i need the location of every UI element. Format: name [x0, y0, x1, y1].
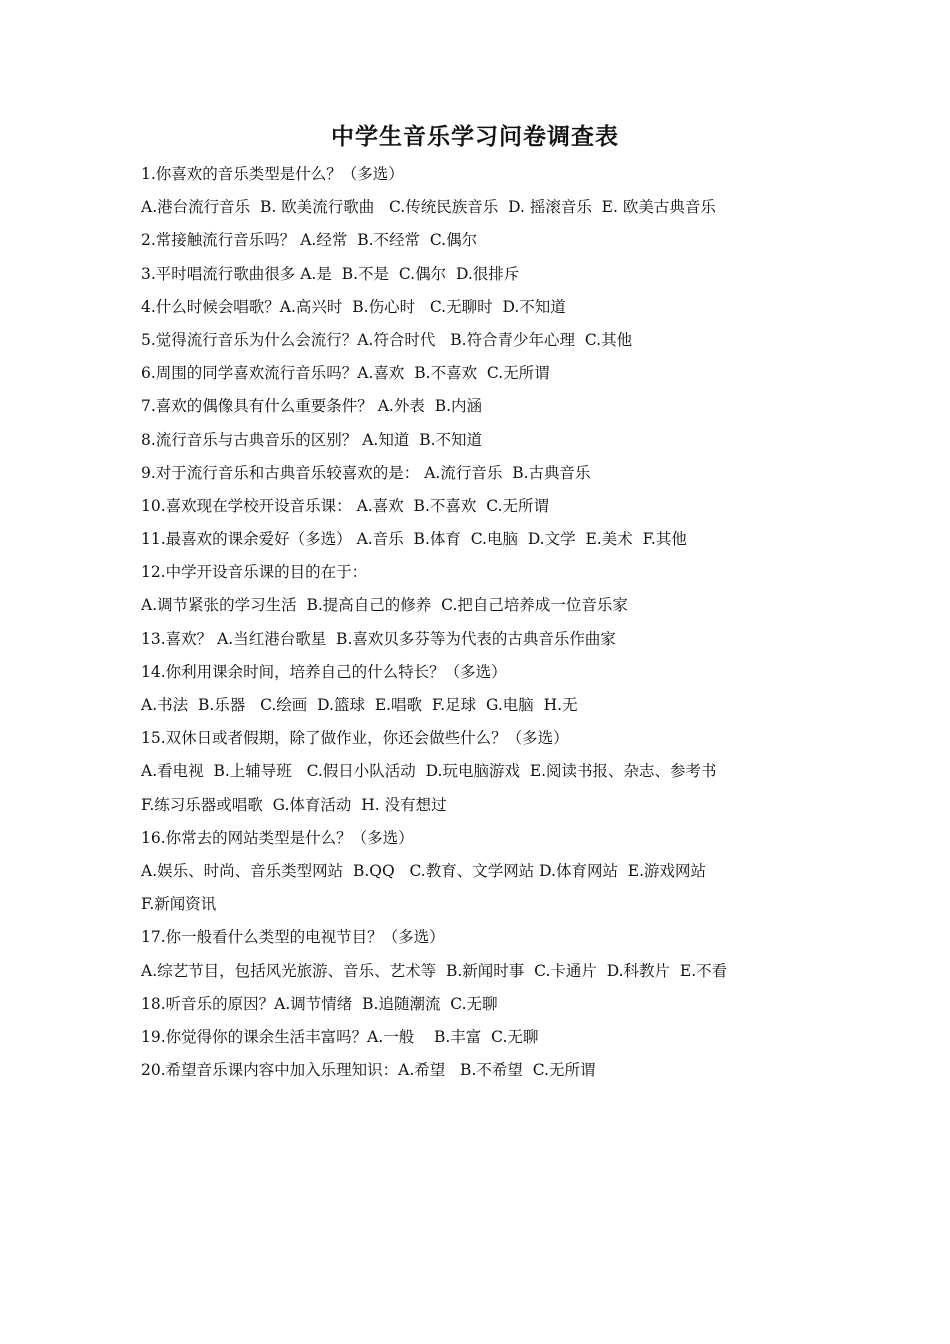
- questionnaire-line: 11.最喜欢的课余爱好（多选） A.音乐 B.体育 C.电脑 D.文学 E.美术 F.其他: [141, 530, 687, 549]
- questionnaire-line: 20.希望音乐课内容中加入乐理知识：A.希望 B.不希望 C.无所谓: [141, 1061, 596, 1080]
- questionnaire-line: 15.双休日或者假期，除了做作业，你还会做些什么？（多选）: [141, 729, 569, 748]
- questionnaire-line: 14.你利用课余时间，培养自己的什么特长？（多选）: [141, 662, 507, 681]
- questionnaire-line: 2.常接触流行音乐吗？ A.经常 B.不经常 C.偶尔: [141, 231, 478, 250]
- questionnaire-line: A.综艺节目，包括风光旅游、音乐、艺术等 B.新闻时事 C.卡通片 D.科教片 E.不看: [141, 961, 728, 980]
- questionnaire-body: [141, 158, 841, 1087]
- questionnaire-line: 1.你喜欢的音乐类型是什么？（多选）: [141, 165, 404, 183]
- questionnaire-line: 4.什么时候会唱歌？A.高兴时 B.伤心时 C.无聊时 D.不知道: [141, 297, 566, 316]
- questionnaire-line: 5.觉得流行音乐为什么会流行？A.符合时代 B.符合青少年心理 C.其他: [141, 330, 633, 349]
- questionnaire-line: 8.流行音乐与古典音乐的区别？ A.知道 B.不知道: [141, 430, 483, 449]
- questionnaire-line: A.娱乐、时尚、音乐类型网站 B.QQ C.教育、文学网站 D.体育网站 E.游戏网站: [141, 861, 707, 880]
- questionnaire-line: 9.对于流行音乐和古典音乐较喜欢的是： A.流行音乐 B.古典音乐: [141, 463, 591, 482]
- questionnaire-line: 6.周围的同学喜欢流行音乐吗？A.喜欢 B.不喜欢 C.无所谓: [141, 364, 550, 383]
- questionnaire-line: F.练习乐器或唱歌 G.体育活动 H. 没有想过: [141, 795, 447, 814]
- questionnaire-line: 19.你觉得你的课余生活丰富吗？A.一般 B.丰富 C.无聊: [141, 1027, 539, 1046]
- questionnaire-line: 10.喜欢现在学校开设音乐课： A.喜欢 B.不喜欢 C.无所谓: [141, 496, 549, 515]
- questionnaire-line: 18.听音乐的原因？A.调节情绪 B.追随潮流 C.无聊: [141, 994, 498, 1013]
- questionnaire-line: A.调节紧张的学习生活 B.提高自己的修养 C.把自己培养成一位音乐家: [141, 596, 628, 615]
- questionnaire-line: 12.中学开设音乐课的目的在于：: [141, 563, 368, 582]
- questionnaire-line: 7.喜欢的偶像具有什么重要条件？ A.外表 B.内涵: [141, 397, 483, 416]
- questionnaire-line: 3.平时唱流行歌曲很多 A.是 B.不是 C.偶尔 D.很排斥: [141, 264, 520, 283]
- document-title: 中学生音乐学习问卷调查表: [331, 124, 619, 150]
- questionnaire-line: 13.喜欢？ A.当红港台歌星 B.喜欢贝多芬等为代表的古典音乐作曲家: [141, 629, 616, 648]
- questionnaire-line: 16.你常去的网站类型是什么？（多选）: [141, 828, 414, 847]
- questionnaire-line: A.看电视 B.上辅导班 C.假日小队活动 D.玩电脑游戏 E.阅读书报、杂志、参考书: [141, 762, 717, 781]
- questionnaire-line: A.港台流行音乐 B. 欧美流行歌曲 C.传统民族音乐 D. 摇滚音乐 E. 欧美古典音乐: [141, 198, 716, 217]
- questionnaire-line: A.书法 B.乐器 C.绘画 D.篮球 E.唱歌 F.足球 G.电脑 H.无: [141, 696, 578, 714]
- questionnaire-line: F.新闻资讯: [141, 895, 217, 914]
- questionnaire-line: 17.你一般看什么类型的电视节目？（多选）: [141, 928, 445, 947]
